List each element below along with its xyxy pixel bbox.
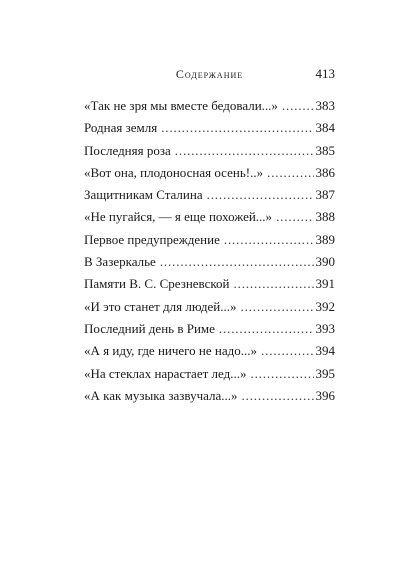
toc-entry-title: Памяти В. С. Срезневской [84,276,230,292]
dot-leader [219,318,314,340]
toc-entry [84,140,335,162]
dot-leader [207,184,314,206]
toc-entry-page: 389 [315,231,335,247]
toc-entry-title: «На стеклах нарастает лед...» [84,365,247,381]
toc-entry-page: 385 [315,142,335,158]
dot-leader [160,251,314,273]
dot-leader [242,385,314,407]
toc-entry-page: 391 [315,276,335,292]
dot-leader [261,340,313,362]
running-title: Содержание [175,67,244,81]
toc-entry [84,184,335,206]
toc-entry [84,340,335,362]
toc-entry-page: 392 [315,298,335,314]
toc-entry-title: «А я иду, где ничего не надо...» [84,343,258,359]
toc-entry [84,117,335,139]
dot-leader [234,273,314,295]
toc-entry [84,229,335,251]
toc-entry-title: Защитникам Сталина [84,187,203,203]
dot-leader [175,140,314,162]
toc-entry [84,162,335,184]
toc-entry [84,318,335,340]
dot-leader [267,162,313,184]
toc-entry [84,206,335,228]
toc-entry-title: «Не пугайся, — я еще похожей...» [84,209,273,225]
table-of-contents [84,95,335,407]
toc-entry-title: «И это станет для людей...» [84,298,237,314]
toc-entry-title: «Вот она, плодоносная осень!..» [84,164,264,180]
toc-entry-page: 396 [315,387,335,403]
toc-entry-page: 390 [315,254,335,270]
dot-leader [250,363,313,385]
toc-entry-page: 388 [315,209,335,225]
toc-entry [84,296,335,318]
toc-entry-title: В Зазеркалье [84,254,156,270]
dot-leader [161,117,313,139]
toc-entry-page: 394 [315,343,335,359]
toc-entry [84,251,335,273]
running-header [84,66,335,82]
toc-entry-page: 393 [315,320,335,336]
toc-entry-page: 386 [315,164,335,180]
toc-entry-title: Родная земля [84,120,158,136]
toc-entry-title: Последний день в Риме [84,320,215,336]
dot-leader [276,206,313,228]
toc-entry-page: 395 [315,365,335,381]
page-number: 413 [315,66,335,81]
toc-entry-title: «Так не зря мы вместе бедовали...» [84,98,278,113]
dot-leader [224,229,314,251]
toc-entry-page: 387 [315,187,335,203]
toc-entry-title: Первое предупреждение [84,231,220,247]
toc-entry [84,273,335,295]
toc-entry-title: «А как музыка зазвучала...» [84,387,238,403]
toc-entry-page: 384 [315,120,335,136]
toc-entry-page: 383 [315,98,335,113]
toc-entry [84,95,335,117]
dot-leader [282,95,314,117]
dot-leader [240,296,313,318]
toc-entry [84,363,335,385]
toc-entry-title: Последняя роза [84,142,171,158]
toc-entry [84,385,335,407]
